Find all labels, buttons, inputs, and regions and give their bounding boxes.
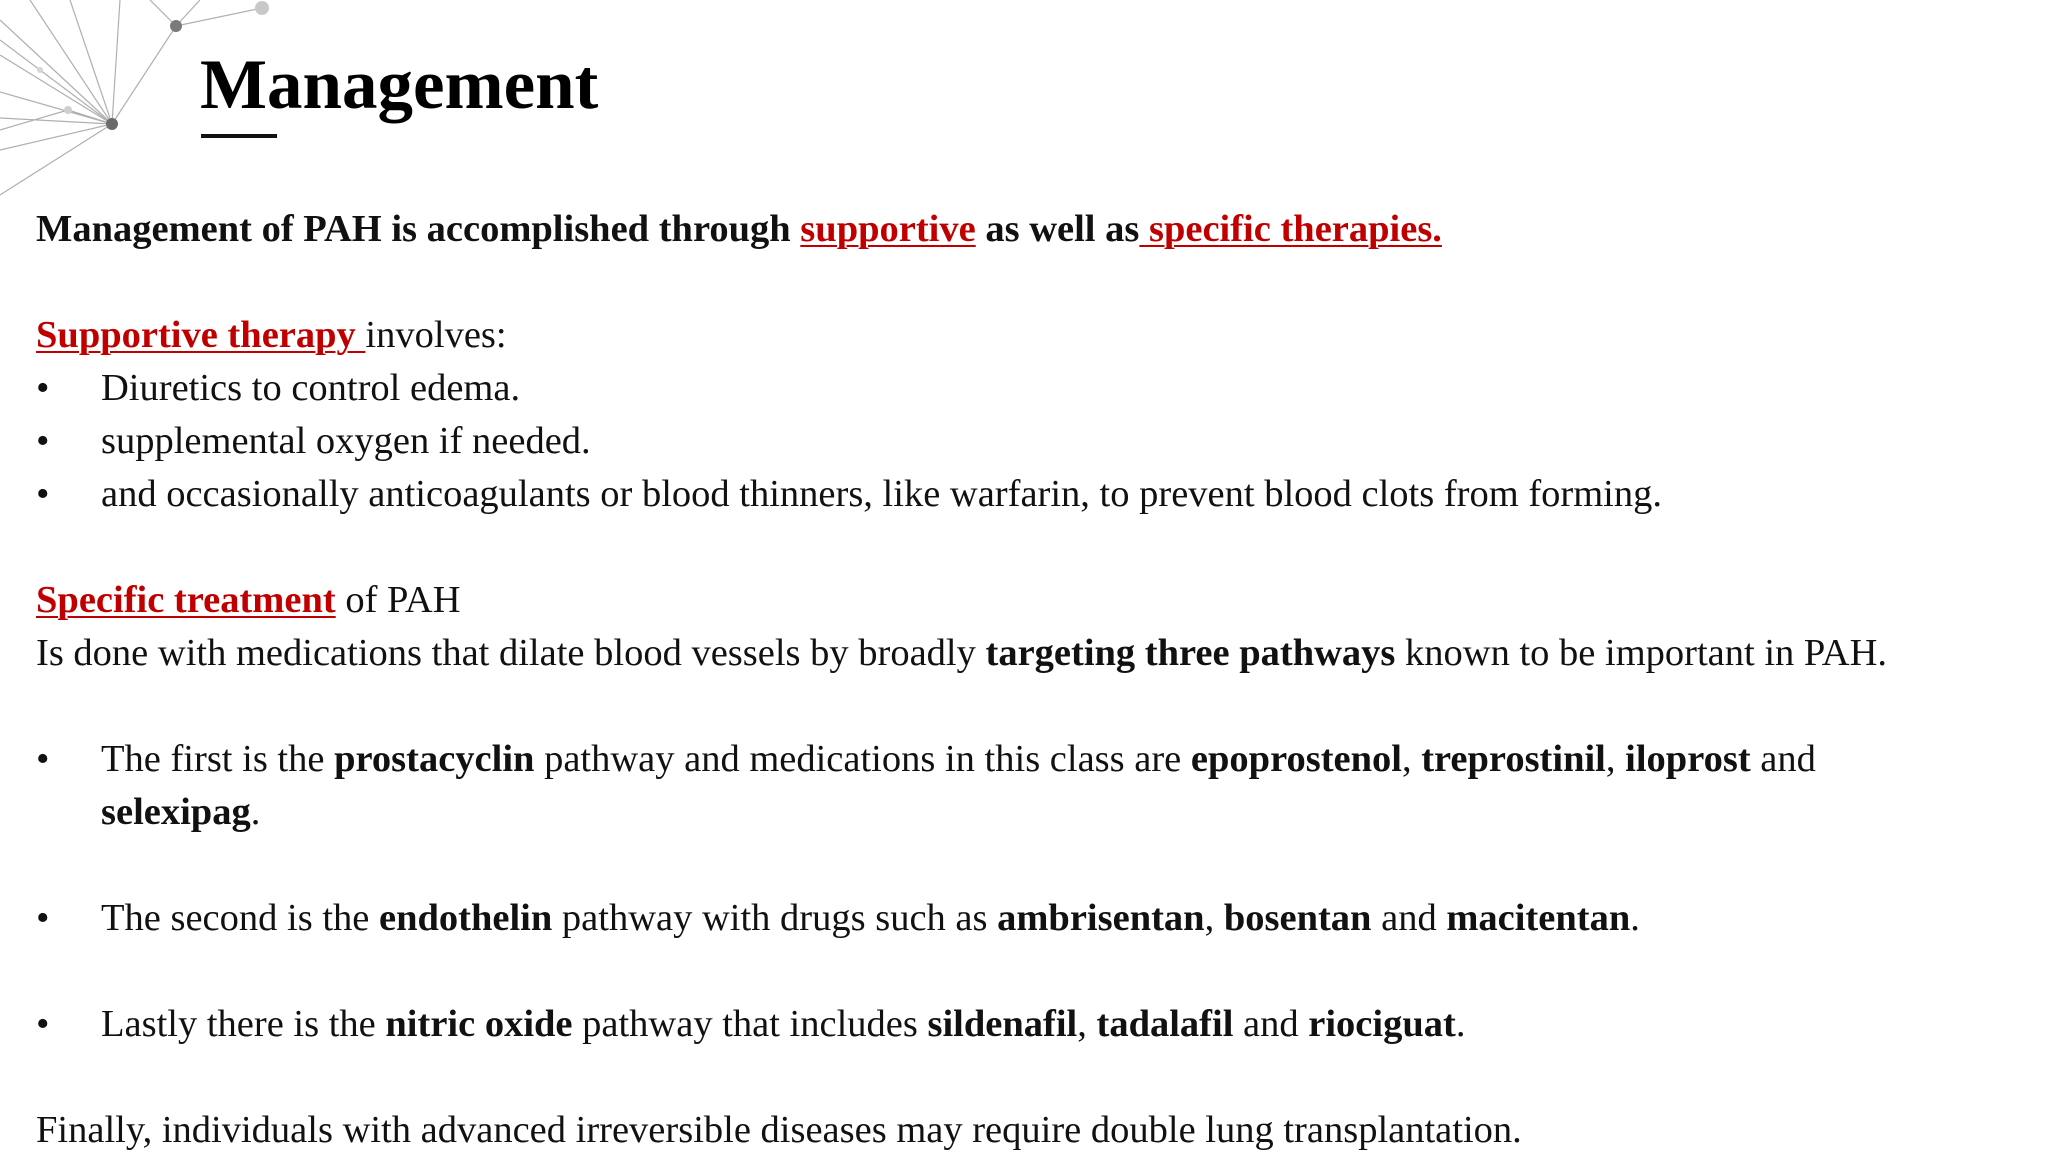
pathway-name: nitric oxide: [385, 1003, 573, 1045]
bullet-icon: •: [36, 367, 50, 409]
page-title: Management: [200, 46, 599, 124]
intro-prefix: Management of PAH is accomplished through: [36, 208, 801, 250]
list-item-text: Diuretics to control edema.: [101, 367, 521, 409]
pathway-item-endothelin: [36, 892, 2026, 945]
specific-heading-line: [36, 574, 2026, 627]
drug-name: tadalafil: [1096, 1003, 1234, 1045]
list-item-text: supplemental oxygen if needed.: [101, 420, 591, 462]
intro-paragraph: [36, 203, 2026, 256]
pathway-text: [101, 733, 1816, 839]
pathway-name: prostacyclin: [334, 738, 535, 780]
spacer: [36, 839, 2026, 892]
desc-suffix: known to be important in PAH.: [1395, 632, 1888, 674]
intro-middle: as well as: [975, 208, 1140, 250]
drug-name: iloprost: [1625, 738, 1751, 780]
list-item: [36, 415, 2026, 468]
spacer: [36, 1051, 2026, 1104]
closing-paragraph: Finally, individuals with advanced irreversible diseases may require double lung transplantation.: [36, 1109, 1522, 1151]
text-run: pathway that includes: [572, 1003, 928, 1045]
text-run: Lastly there is the: [101, 1003, 386, 1045]
drug-name: sildenafil: [927, 1003, 1078, 1045]
supportive-heading-line: [36, 309, 2026, 362]
specific-heading-tail: of PAH: [335, 579, 461, 621]
drug-name: treprostinil: [1421, 738, 1606, 780]
drug-name: selexipag: [101, 791, 251, 833]
bullet-icon: •: [36, 897, 50, 939]
bullet-icon: •: [36, 473, 50, 515]
drug-name: riociguat: [1308, 1003, 1456, 1045]
pathway-text: [101, 892, 1640, 945]
pathway-name: endothelin: [378, 897, 553, 939]
text-run: .: [1630, 897, 1640, 939]
list-item: [36, 362, 2026, 415]
pathway-text: [101, 998, 1465, 1051]
specific-description: [36, 627, 2026, 680]
text-run: The first is the: [101, 738, 335, 780]
bullet-icon: •: [36, 738, 50, 780]
list-item-text: and occasionally anticoagulants or blood thinners, like warfarin, to prevent blood clots from forming.: [101, 473, 1662, 515]
list-item: [36, 468, 2026, 521]
slide-content: [36, 203, 2026, 1157]
text-run: The second is the: [101, 897, 379, 939]
spacer: [36, 256, 2026, 309]
text-run: pathway and medications in this class are: [534, 738, 1191, 780]
drug-name: macitentan: [1446, 897, 1631, 939]
text-run: and: [1233, 1003, 1309, 1045]
pathway-item-nitric-oxide: [36, 998, 2026, 1051]
supportive-heading-tail: involves:: [365, 314, 507, 356]
drug-name: ambrisentan: [997, 897, 1205, 939]
text-run: ,: [1401, 738, 1422, 780]
specific-therapies-link: specific therapies.: [1139, 208, 1442, 250]
text-run: .: [250, 791, 261, 833]
text-run: ,: [1077, 1003, 1097, 1045]
title-underline: [201, 134, 277, 138]
bullet-icon: •: [36, 420, 50, 462]
specific-treatment-heading: Specific treatment: [36, 579, 336, 621]
supportive-therapy-heading: Supportive therapy: [36, 314, 366, 356]
desc-prefix: Is done with medications that dilate blood vessels by broadly: [36, 632, 986, 674]
text-run: pathway with drugs such as: [552, 897, 998, 939]
text-run: .: [1455, 1003, 1466, 1045]
text-run: and: [1371, 897, 1447, 939]
spacer: [36, 680, 2026, 733]
text-run: ,: [1204, 897, 1224, 939]
pathway-item-prostacyclin: [36, 733, 2026, 839]
spacer: [36, 945, 2026, 998]
text-run: ,: [1605, 738, 1626, 780]
drug-name: epoprostenol: [1190, 738, 1402, 780]
bullet-icon: •: [36, 1003, 50, 1045]
desc-bold: targeting three pathways: [985, 632, 1396, 674]
drug-name: bosentan: [1223, 897, 1372, 939]
text-run: and: [1750, 738, 1816, 780]
spacer: [36, 521, 2026, 574]
supportive-link: supportive: [800, 208, 976, 250]
